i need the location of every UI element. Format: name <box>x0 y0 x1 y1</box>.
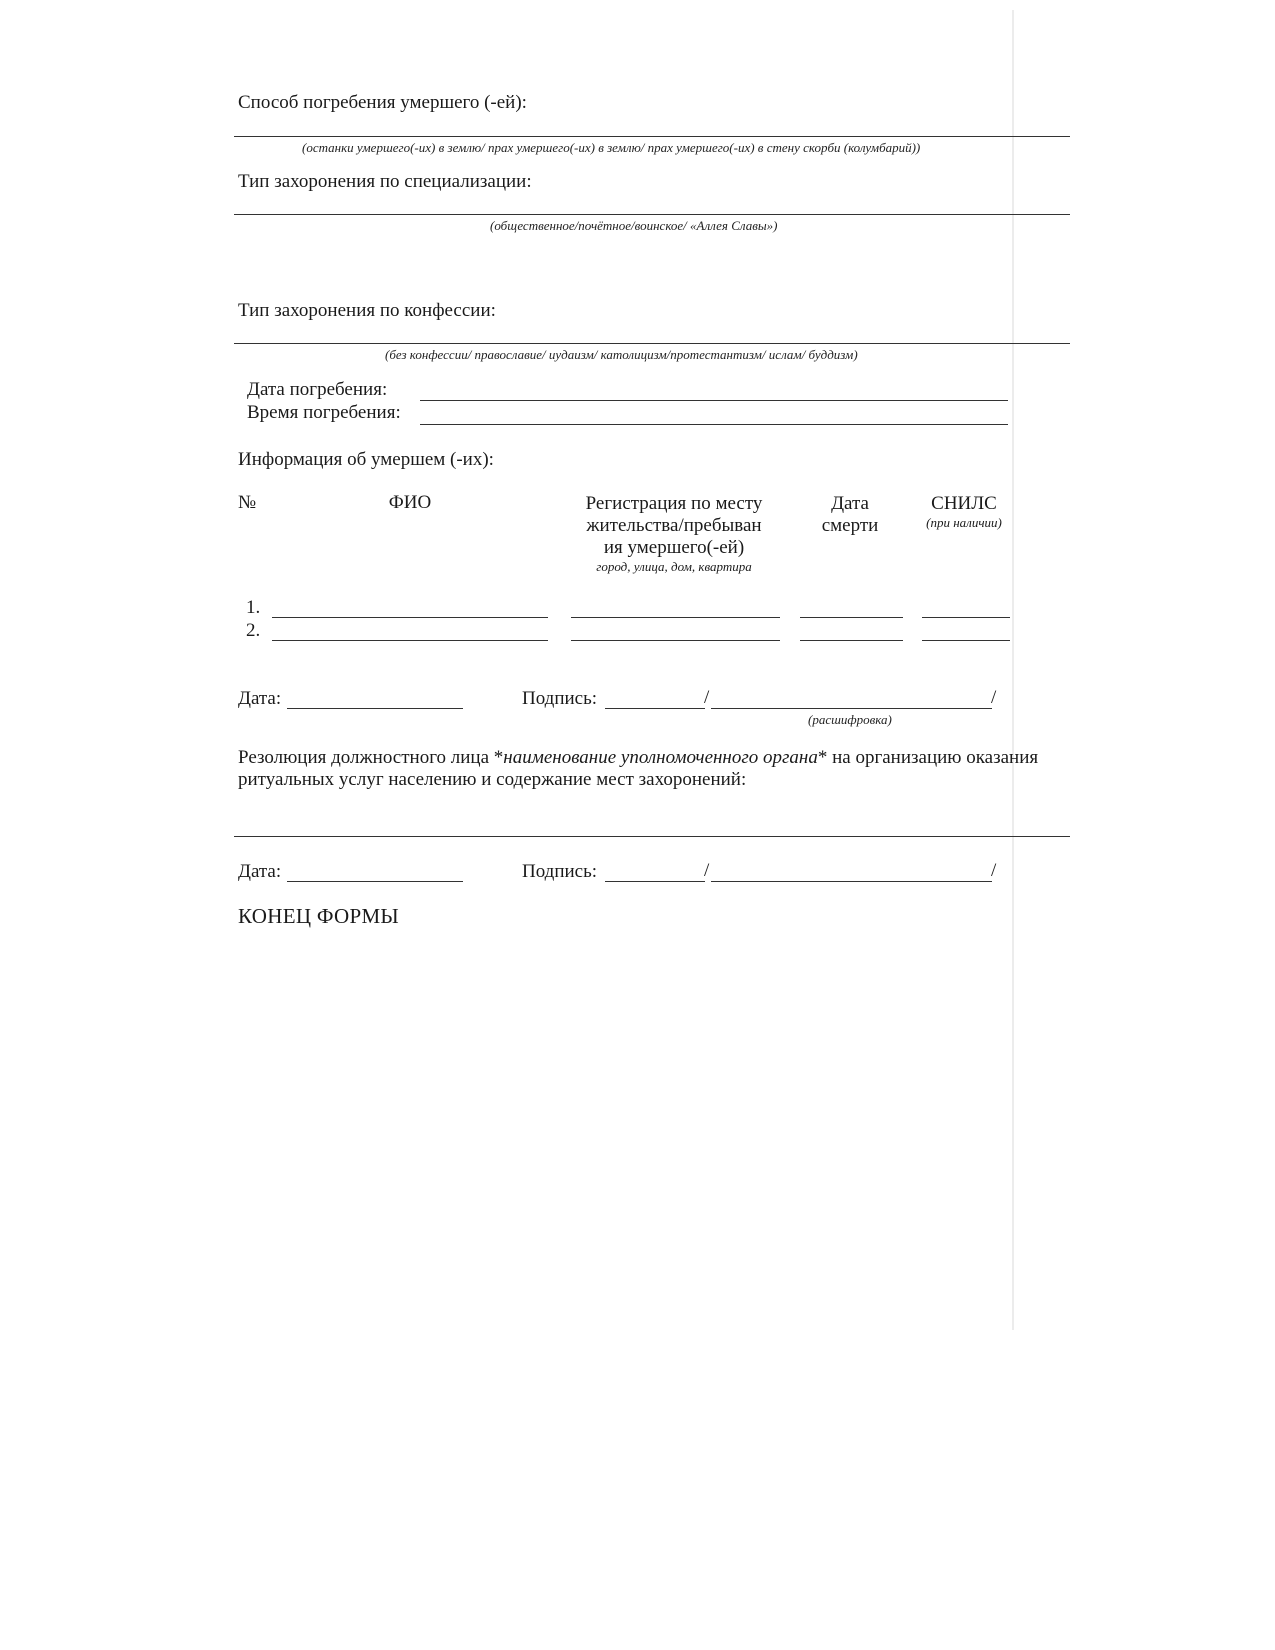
end-of-form-title: КОНЕЦ ФОРМЫ <box>238 904 400 928</box>
burial-specialization-hint: (общественное/почётное/воинское/ «Аллея Славы») <box>490 218 778 233</box>
burial-specialization-field[interactable] <box>234 214 1070 215</box>
applicant-sign-label: Подпись: <box>522 688 598 709</box>
official-date-label: Дата: <box>238 861 282 882</box>
applicant-decode-field[interactable] <box>711 708 992 709</box>
burial-confession-label: Тип захоронения по конфессии: <box>238 300 496 321</box>
official-slash-2: / <box>991 860 997 881</box>
resolution-text <box>238 747 1078 791</box>
applicant-date-label: Дата: <box>238 688 282 709</box>
resolution-text-italic: наименование уполномоченного органа <box>503 747 818 768</box>
column-registration-header <box>578 493 770 574</box>
row-1-number: 1. <box>246 597 261 618</box>
burial-method-label: Способ погребения умершего (-ей): <box>238 92 527 113</box>
burial-method-hint: (останки умершего(-их) в землю/ прах умершего(-их) в землю/ прах умершего(-их) в стену скорби (колумбарий)) <box>302 140 921 155</box>
official-decode-field[interactable] <box>711 881 992 882</box>
official-sign-label: Подпись: <box>522 861 598 882</box>
row-2-snils-field[interactable] <box>922 640 1010 641</box>
resolution-text-before: Резолюция должностного лица * <box>238 747 504 768</box>
burial-time-field[interactable] <box>420 424 1008 425</box>
scan-edge-shadow <box>1012 10 1014 1330</box>
row-1-registration-field[interactable] <box>571 617 780 618</box>
applicant-slash-2: / <box>991 687 997 708</box>
row-2-fio-field[interactable] <box>272 640 548 641</box>
applicant-sign-field[interactable] <box>605 708 705 709</box>
burial-time-label: Время погребения: <box>247 402 401 423</box>
column-death-date-header: Дата смерти <box>821 493 879 536</box>
burial-confession-field[interactable] <box>234 343 1070 344</box>
official-slash-1: / <box>704 860 710 881</box>
burial-date-label: Дата погребения: <box>247 379 388 400</box>
resolution-field[interactable] <box>234 836 1070 837</box>
official-date-field[interactable] <box>287 881 463 882</box>
row-2-death-date-field[interactable] <box>800 640 903 641</box>
row-2-number: 2. <box>246 620 261 641</box>
row-2-registration-field[interactable] <box>571 640 780 641</box>
deceased-info-label: Информация об умершем (-их): <box>238 449 494 470</box>
decode-hint: (расшифровка) <box>808 712 892 727</box>
official-sign-field[interactable] <box>605 881 705 882</box>
burial-specialization-label: Тип захоронения по специализации: <box>238 171 532 192</box>
burial-confession-hint: (без конфессии/ православие/ иудаизм/ католицизм/протестантизм/ ислам/ буддизм) <box>385 347 858 362</box>
burial-date-field[interactable] <box>420 400 1008 401</box>
row-1-death-date-field[interactable] <box>800 617 903 618</box>
registration-header-text: Регистрация по месту жительства/пребыван ия умершего(-ей) <box>585 493 763 558</box>
burial-method-field[interactable] <box>234 136 1070 137</box>
row-1-fio-field[interactable] <box>272 617 548 618</box>
column-snils-header <box>922 493 1006 530</box>
column-fio-header: ФИО <box>388 492 432 513</box>
applicant-slash-1: / <box>704 687 710 708</box>
registration-header-hint: город, улица, дом, квартира <box>596 559 752 574</box>
row-1-snils-field[interactable] <box>922 617 1010 618</box>
column-number-header: № <box>238 492 257 513</box>
applicant-date-field[interactable] <box>287 708 463 709</box>
snils-header-hint: (при наличии) <box>926 515 1002 530</box>
snils-header-text: СНИЛС <box>931 493 997 514</box>
resolution-text-after: * на организацию оказания ритуальных услуг населению и содержание мест захоронений: <box>238 747 1039 790</box>
